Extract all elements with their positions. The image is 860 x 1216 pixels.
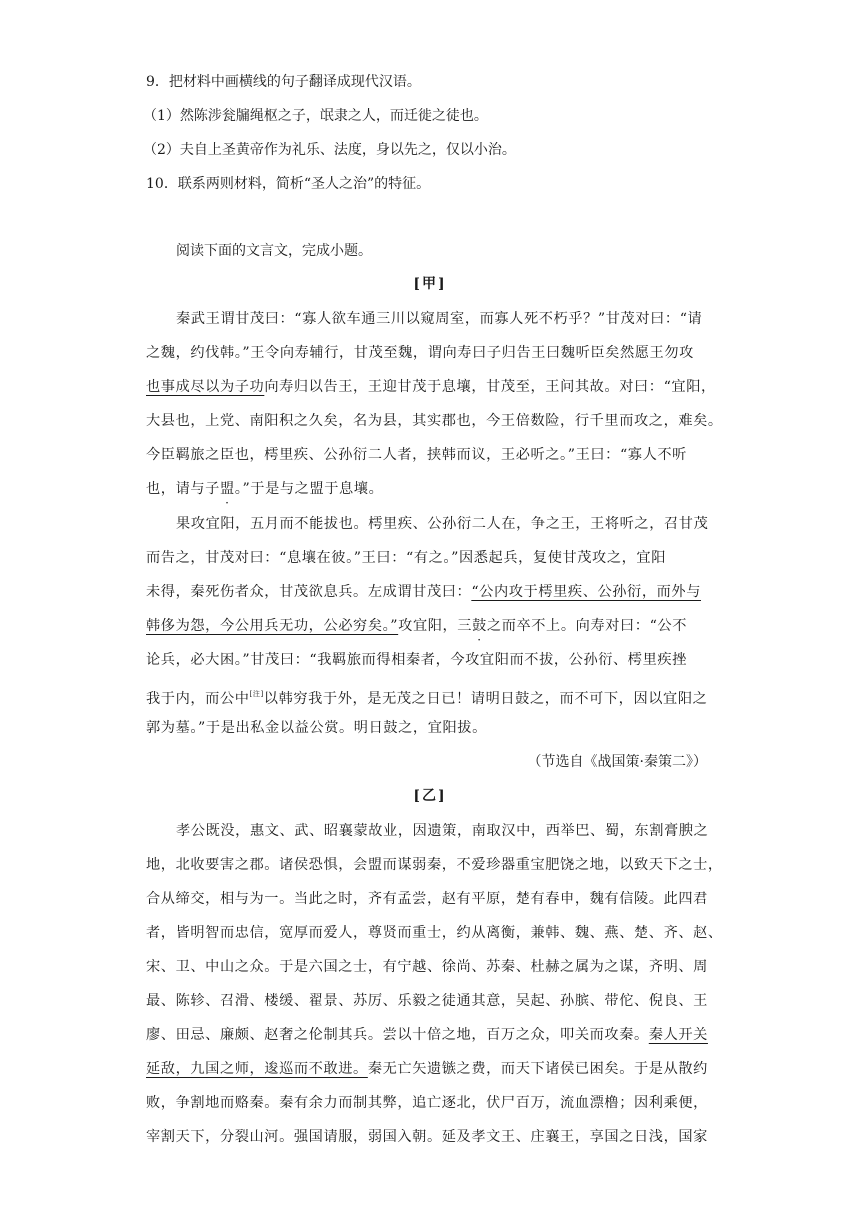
question-9: 9．把材料中画横线的句子翻译成现代汉语。 xyxy=(146,74,421,90)
passage-a-line: 果攻宜阳，五月而不能拔也。樗里疾、公孙衍二人在，争之王，王将听之，召甘茂 xyxy=(176,516,709,532)
passage-a-line: 韩侈为怨，今公用兵无功，公必穷矣。”攻宜阳，三鼓之而卒不上。向寿对曰：“公不 xyxy=(146,618,687,634)
passage-a-line: 秦武王谓甘茂曰：“寡人欲车通三川以窥周室，而寡人死不朽乎？”甘茂对曰：“请 xyxy=(176,311,703,327)
passage-a-heading: [甲] xyxy=(413,276,447,292)
underlined-sentence: “公内攻于樗里疾、公孙衍，而外与 xyxy=(471,584,701,600)
passage-b-line: 地，北收要害之郡。诸侯恐惧，会盟而谋弱秦，不爱珍器重宝肥饶之地，以致天下之士， xyxy=(146,857,723,873)
passage-b-line: 延敌，九国之师，逡巡而不敢进。秦无亡矢遗镞之费，而天下诸侯已困矣。于是从散约 xyxy=(146,1061,708,1077)
underlined-sentence: 韩侈为怨，今公用兵无功，公必穷矣。” xyxy=(146,618,399,634)
question-10: 10．联系两则材料，简析“圣人之治”的特征。 xyxy=(146,176,431,192)
question-9-2: （2）夫自上圣黄帝作为礼乐、法度，身以先之，仅以小治。 xyxy=(143,142,516,158)
passage-b-line: 宰割天下，分裂山河。强国请服，弱国入朝。延及孝文王、庄襄王，享国之日浅，国家 xyxy=(146,1129,708,1145)
passage-a-line: 未得，秦死伤者众，甘茂欲息兵。左成谓甘茂曰：“公内攻于樗里疾、公孙衍，而外与 xyxy=(146,584,701,600)
question-9-1: （1）然陈涉瓮牖绳枢之子，氓隶之人，而迁徙之徒也。 xyxy=(143,108,488,124)
passage-a-line: 我于内，而公中[注]以韩穷我于外，是无茂之日已！请明日鼓之，而不可下，因以宜阳之 xyxy=(146,690,708,707)
passage-b-line: 者，皆明智而忠信，宽厚而爱人，尊贤而重士，约从离衡，兼韩、魏、燕、楚、齐、赵、 xyxy=(146,925,723,941)
footnote-marker: [注] xyxy=(249,690,264,698)
passage-b-line: 败，争割地而赂秦。秦有余力而制其弊，追亡逐北，伏尸百万，流血漂橹；因利乘便， xyxy=(146,1095,708,1111)
emphasis-char: 盟 xyxy=(219,481,235,497)
underlined-sentence: 秦人开关 xyxy=(648,1027,708,1043)
passage-b-line: 廖、田忌、廉颇、赵奢之伦制其兵。尝以十倍之地，百万之众，叩关而攻秦。秦人开关 xyxy=(146,1027,708,1043)
passage-b-heading: [乙] xyxy=(413,788,447,804)
passage-a-source: （节选自《战国策·秦策二》） xyxy=(527,754,707,770)
passage-a-line: 今臣羁旅之臣也，樗里疾、公孙衍二人者，挟韩而议，王必听之。”王曰：“寡人不听 xyxy=(146,447,687,463)
passage-a-line: 郭为墓。”于是出私金以益公赏。明日鼓之，宜阳拔。 xyxy=(146,720,487,736)
underlined-sentence: 延敌，九国之师，逡巡而不敢进。 xyxy=(146,1061,368,1077)
underlined-sentence: 也事成尽以为子功 xyxy=(146,379,265,395)
emphasis-char: 鼓 xyxy=(472,618,487,634)
instruction: 阅读下面的文言文，完成小题。 xyxy=(176,243,372,259)
passage-a-line: 而告之，甘茂对曰：“息壤在彼。”王曰：“有之。”因悉起兵，复使甘茂攻之，宜阳 xyxy=(146,550,666,566)
passage-a-line: 大县也，上党、南阳积之久矣，名为县，其实郡也，今王倍数险，行千里而攻之，难矣。 xyxy=(146,413,723,429)
passage-b-line: 孝公既没，惠文、武、昭襄蒙故业，因遗策，南取汉中，西举巴、蜀，东割膏腴之 xyxy=(176,823,709,839)
passage-b-line: 最、陈轸、召滑、楼缓、翟景、苏厉、乐毅之徒通其意，吴起、孙膑、带佗、倪良、王 xyxy=(146,993,708,1009)
passage-a-line: 也，请与子盟。”于是与之盟于息壤。 xyxy=(146,481,384,497)
passage-b-line: 合从缔交，相与为一。当此之时，齐有孟尝，赵有平原，楚有春申，魏有信陵。此四君 xyxy=(146,891,708,907)
passage-a-line: 之魏，约伐韩。”王令向寿辅行，甘茂至魏，谓向寿曰子归告王曰魏听臣矣然愿王勿攻 xyxy=(146,345,694,361)
passage-b-line: 宋、卫、中山之众。于是六国之士，有宁越、徐尚、苏秦、杜赫之属为之谋，齐明、周 xyxy=(146,959,708,975)
passage-a-line: 也事成尽以为子功向寿归以告王，王迎甘茂于息壤，甘茂至，王问其故。对曰：“宜阳， xyxy=(146,379,716,395)
passage-a-line: 论兵，必大困。”甘茂曰：“我羁旅而得相秦者，今攻宜阳而不拔，公孙衍、樗里疾挫 xyxy=(146,652,687,668)
